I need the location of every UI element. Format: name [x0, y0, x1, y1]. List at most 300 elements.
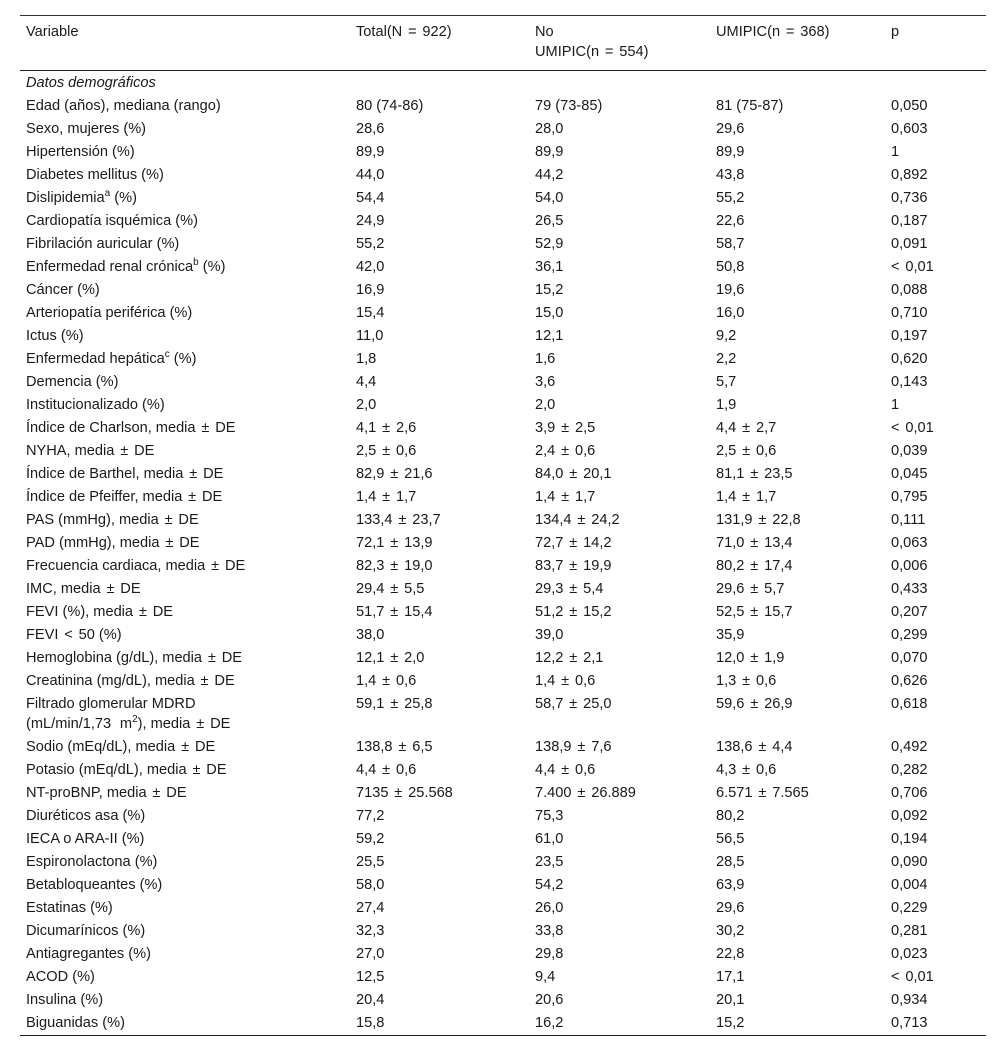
- header-no-umipic-line2: UMIPIC(n = 554): [535, 44, 649, 60]
- cell-total: 51,7 ± 15,4: [356, 604, 433, 620]
- cell-no: 2,4 ± 0,6: [535, 443, 596, 459]
- cell-total: 27,4: [356, 900, 385, 916]
- cell-p: 0,092: [891, 808, 928, 824]
- row-label: [20, 348, 350, 371]
- table-row: [20, 463, 986, 486]
- row-label: [20, 394, 350, 417]
- row-label: [20, 943, 350, 966]
- cell-umipic: 50,8: [716, 259, 745, 275]
- row-label: [20, 532, 350, 555]
- cell-total: 42,0: [356, 259, 385, 275]
- cell-umipic: 19,6: [716, 282, 745, 298]
- cell-umipic: 9,2: [716, 328, 737, 344]
- table-row: [20, 647, 986, 670]
- table-row: [20, 394, 986, 417]
- cell-no: 36,1: [535, 259, 564, 275]
- cell-p: 0,111: [891, 512, 926, 528]
- row-label-line2-pre: (mL/min/1,73 m: [26, 716, 133, 732]
- table-row: [20, 187, 986, 210]
- table-row: [20, 601, 986, 624]
- cell-p: 0,492: [891, 739, 928, 755]
- cell-total: 2,5 ± 0,6: [356, 443, 417, 459]
- row-label-text: Fibrilación auricular (%): [26, 236, 180, 252]
- cell-p: 0,187: [891, 213, 928, 229]
- row-label-suffix: (%): [169, 351, 197, 367]
- header-total: Total(N = 922): [356, 24, 452, 40]
- row-label: [20, 874, 350, 897]
- row-label: [20, 210, 350, 233]
- row-label-text: Hipertensión (%): [26, 144, 135, 160]
- cell-no: 134,4 ± 24,2: [535, 512, 620, 528]
- cell-p: 0,090: [891, 854, 928, 870]
- cell-umipic: 1,9: [716, 397, 737, 413]
- cell-umipic: 56,5: [716, 831, 745, 847]
- row-label-text: Diuréticos asa (%): [26, 808, 146, 824]
- cell-p: 0,194: [891, 831, 928, 847]
- table-row: [20, 95, 986, 118]
- row-label: [20, 279, 350, 302]
- cell-total: 27,0: [356, 946, 385, 962]
- row-label-line2-post: ), media ± DE: [137, 716, 231, 732]
- cell-umipic: 4,3 ± 0,6: [716, 762, 777, 778]
- cell-total: 138,8 ± 6,5: [356, 739, 433, 755]
- row-label-text: Ictus (%): [26, 328, 84, 344]
- cell-total: 1,4 ± 0,6: [356, 673, 417, 689]
- cell-no: 58,7 ± 25,0: [535, 696, 612, 712]
- cell-no: 15,2: [535, 282, 564, 298]
- cell-p: 1: [891, 144, 900, 160]
- cell-no: 84,0 ± 20,1: [535, 466, 612, 482]
- header-no-umipic: [529, 16, 710, 71]
- row-label-text: Índice de Barthel, media ± DE: [26, 466, 224, 482]
- cell-umipic: 17,1: [716, 969, 745, 985]
- table-row: [20, 989, 986, 1012]
- row-label-text: Dislipidemia: [26, 190, 105, 206]
- row-label-suffix: (%): [198, 259, 226, 275]
- row-label-suffix: (%): [110, 190, 137, 206]
- row-label-text: Cardiopatía isquémica (%): [26, 213, 198, 229]
- table-container: [20, 15, 986, 1036]
- cell-total: 59,1 ± 25,8: [356, 696, 433, 712]
- row-label-text: Sexo, mujeres (%): [26, 121, 147, 137]
- row-label: [20, 256, 350, 279]
- cell-p: < 0,01: [891, 969, 934, 985]
- table-row: [20, 555, 986, 578]
- cell-p: 0,045: [891, 466, 928, 482]
- cell-no: 44,2: [535, 167, 564, 183]
- cell-total: 59,2: [356, 831, 385, 847]
- cell-no: 3,6: [535, 374, 556, 390]
- cell-total: 28,6: [356, 121, 385, 137]
- cell-total: 1,8: [356, 351, 377, 367]
- cell-p: 0,795: [891, 489, 928, 505]
- cell-total: 7135 ± 25.568: [356, 785, 453, 801]
- cell-total: 15,4: [356, 305, 385, 321]
- cell-umipic: 59,6 ± 26,9: [716, 696, 793, 712]
- cell-umipic: 138,6 ± 4,4: [716, 739, 793, 755]
- cell-no: 26,0: [535, 900, 564, 916]
- row-label-text: IMC, media ± DE: [26, 581, 141, 597]
- cell-p: 0,091: [891, 236, 928, 252]
- table-row: [20, 805, 986, 828]
- cell-p: 0,070: [891, 650, 928, 666]
- cell-total: 38,0: [356, 627, 385, 643]
- header-row: [20, 16, 986, 71]
- footnote-marker: b: [193, 257, 199, 269]
- cell-umipic: 71,0 ± 13,4: [716, 535, 793, 551]
- row-label-text: Diabetes mellitus (%): [26, 167, 164, 183]
- row-label: [20, 897, 350, 920]
- cell-no: 54,2: [535, 877, 564, 893]
- cell-total: 11,0: [356, 328, 384, 344]
- cell-umipic: 43,8: [716, 167, 745, 183]
- table-row: [20, 966, 986, 989]
- table-row: [20, 920, 986, 943]
- row-label: [20, 141, 350, 164]
- row-label-text: Dicumarínicos (%): [26, 923, 146, 939]
- section-row: [20, 71, 986, 96]
- row-label-text: Betabloqueantes (%): [26, 877, 163, 893]
- table-row: [20, 874, 986, 897]
- row-label: [20, 759, 350, 782]
- row-label-text: Estatinas (%): [26, 900, 113, 916]
- cell-p: 0,934: [891, 992, 928, 1008]
- row-label-text: Enfermedad hepática: [26, 351, 165, 367]
- table-header: [20, 16, 986, 71]
- table-row: [20, 164, 986, 187]
- row-label-text: Enfermedad renal crónica: [26, 259, 194, 275]
- cell-p: 0,088: [891, 282, 928, 298]
- cell-total: 82,9 ± 21,6: [356, 466, 433, 482]
- header-p: p: [891, 24, 900, 40]
- row-label: [20, 989, 350, 1012]
- cell-no: 23,5: [535, 854, 564, 870]
- cell-total: 29,4 ± 5,5: [356, 581, 425, 597]
- cell-p: 0,710: [891, 305, 928, 321]
- row-label-text: FEVI (%), media ± DE: [26, 604, 174, 620]
- cell-total: 15,8: [356, 1015, 385, 1031]
- cell-p: 0,281: [891, 923, 928, 939]
- cell-total: 55,2: [356, 236, 385, 252]
- row-label-text: Insulina (%): [26, 992, 104, 1008]
- cell-no: 61,0: [535, 831, 564, 847]
- cell-umipic: 35,9: [716, 627, 745, 643]
- row-label: [20, 417, 350, 440]
- row-label: [20, 851, 350, 874]
- cell-p: 0,299: [891, 627, 928, 643]
- table-row: [20, 348, 986, 371]
- cell-total: 4,4 ± 0,6: [356, 762, 417, 778]
- cell-p: 0,143: [891, 374, 928, 390]
- row-label: [20, 693, 350, 736]
- row-label-text: PAD (mmHg), media ± DE: [26, 535, 200, 551]
- table-row: [20, 440, 986, 463]
- table-row: [20, 782, 986, 805]
- cell-umipic: 12,0 ± 1,9: [716, 650, 785, 666]
- header-variable: Variable: [26, 24, 79, 40]
- table-row: [20, 736, 986, 759]
- cell-p: 1: [891, 397, 900, 413]
- cell-no: 16,2: [535, 1015, 564, 1031]
- cell-umipic: 1,4 ± 1,7: [716, 489, 777, 505]
- row-label-line2-sup: 2: [132, 714, 138, 726]
- row-label: [20, 736, 350, 759]
- cell-umipic: 55,2: [716, 190, 745, 206]
- row-label-text: PAS (mmHg), media ± DE: [26, 512, 199, 528]
- cell-total: 80 (74-86): [356, 98, 424, 114]
- cell-no: 39,0: [535, 627, 564, 643]
- row-label-text: Creatinina (mg/dL), media ± DE: [26, 673, 235, 689]
- cell-total: 20,4: [356, 992, 385, 1008]
- table-row: [20, 897, 986, 920]
- row-label: [20, 578, 350, 601]
- row-label-text: Filtrado glomerular MDRD: [26, 696, 196, 712]
- table-row: [20, 118, 986, 141]
- header-no-umipic-line1: No: [535, 24, 554, 40]
- row-label: [20, 670, 350, 693]
- cell-total: 2,0: [356, 397, 377, 413]
- table-row: [20, 532, 986, 555]
- row-label-text: Antiagregantes (%): [26, 946, 151, 962]
- cell-total: 12,1 ± 2,0: [356, 650, 425, 666]
- footnote-marker: c: [164, 349, 170, 361]
- cell-umipic: 89,9: [716, 144, 745, 160]
- row-label: [20, 233, 350, 256]
- cell-umipic: 80,2: [716, 808, 745, 824]
- cell-p: 0,004: [891, 877, 928, 893]
- table-row: [20, 302, 986, 325]
- row-label: [20, 509, 350, 532]
- row-label-text: Sodio (mEq/dL), media ± DE: [26, 739, 216, 755]
- row-label-text: Índice de Pfeiffer, media ± DE: [26, 489, 223, 505]
- cell-no: 54,0: [535, 190, 564, 206]
- row-label: [20, 325, 350, 348]
- header-umipic: UMIPIC(n = 368): [716, 24, 830, 40]
- cell-total: 77,2: [356, 808, 385, 824]
- cell-no: 26,5: [535, 213, 564, 229]
- cell-umipic: 63,9: [716, 877, 745, 893]
- table-row: [20, 141, 986, 164]
- cell-p: 0,618: [891, 696, 928, 712]
- cell-no: 1,4 ± 1,7: [535, 489, 596, 505]
- section-title: Datos demográficos: [26, 75, 156, 91]
- cell-p: 0,282: [891, 762, 928, 778]
- table-row: [20, 578, 986, 601]
- cell-umipic: 81,1 ± 23,5: [716, 466, 793, 482]
- row-label-text: NT-proBNP, media ± DE: [26, 785, 187, 801]
- row-label: [20, 782, 350, 805]
- cell-no: 2,0: [535, 397, 556, 413]
- row-label-text: Cáncer (%): [26, 282, 100, 298]
- row-label: [20, 187, 350, 210]
- row-label: [20, 828, 350, 851]
- cell-umipic: 5,7: [716, 374, 737, 390]
- cell-umipic: 29,6 ± 5,7: [716, 581, 785, 597]
- cell-no: 7.400 ± 26.889: [535, 785, 636, 801]
- row-label: [20, 463, 350, 486]
- row-label: [20, 624, 350, 647]
- cell-p: 0,050: [891, 98, 928, 114]
- cell-p: 0,603: [891, 121, 928, 137]
- cell-p: 0,706: [891, 785, 928, 801]
- cell-no: 72,7 ± 14,2: [535, 535, 612, 551]
- row-label-text: Frecuencia cardiaca, media ± DE: [26, 558, 246, 574]
- cell-no: 83,7 ± 19,9: [535, 558, 612, 574]
- row-label-text: Institucionalizado (%): [26, 397, 165, 413]
- cell-no: 20,6: [535, 992, 564, 1008]
- cell-total: 4,1 ± 2,6: [356, 420, 417, 436]
- cell-total: 58,0: [356, 877, 385, 893]
- table-row: [20, 210, 986, 233]
- row-label: [20, 118, 350, 141]
- table-row: [20, 851, 986, 874]
- table-row: [20, 279, 986, 302]
- row-label: [20, 647, 350, 670]
- cell-umipic: 80,2 ± 17,4: [716, 558, 793, 574]
- row-label-text: ACOD (%): [26, 969, 95, 985]
- cell-no: 12,2 ± 2,1: [535, 650, 604, 666]
- cell-no: 75,3: [535, 808, 564, 824]
- cell-p: 0,006: [891, 558, 928, 574]
- cell-p: 0,063: [891, 535, 928, 551]
- cell-p: 0,736: [891, 190, 928, 206]
- table-row: [20, 233, 986, 256]
- table-row: [20, 670, 986, 693]
- cell-no: 138,9 ± 7,6: [535, 739, 612, 755]
- cell-umipic: 22,6: [716, 213, 745, 229]
- cell-p: 0,626: [891, 673, 928, 689]
- cell-umipic: 52,5 ± 15,7: [716, 604, 793, 620]
- row-label: [20, 1012, 350, 1036]
- row-label-text: Índice de Charlson, media ± DE: [26, 420, 236, 436]
- cell-p: 0,197: [891, 328, 928, 344]
- table-row: [20, 624, 986, 647]
- cell-no: 33,8: [535, 923, 564, 939]
- row-label-text: IECA o ARA-II (%): [26, 831, 145, 847]
- cell-p: 0,039: [891, 443, 928, 459]
- table-row: [20, 943, 986, 966]
- cell-umipic: 30,2: [716, 923, 745, 939]
- cell-total: 1,4 ± 1,7: [356, 489, 417, 505]
- cell-p: 0,620: [891, 351, 928, 367]
- table-row: [20, 256, 986, 279]
- cell-umipic: 2,5 ± 0,6: [716, 443, 777, 459]
- row-label-text: Biguanidas (%): [26, 1015, 125, 1031]
- cell-umipic: 29,6: [716, 121, 745, 137]
- cell-total: 89,9: [356, 144, 385, 160]
- cell-total: 133,4 ± 23,7: [356, 512, 441, 528]
- row-label: [20, 805, 350, 828]
- cell-umipic: 2,2: [716, 351, 737, 367]
- cell-total: 72,1 ± 13,9: [356, 535, 433, 551]
- cell-no: 28,0: [535, 121, 564, 137]
- row-label-text: NYHA, media ± DE: [26, 443, 155, 459]
- cell-umipic: 16,0: [716, 305, 745, 321]
- row-label-text: Edad (años), mediana (rango): [26, 98, 221, 114]
- row-label-text: Arteriopatía periférica (%): [26, 305, 193, 321]
- table-row: [20, 1012, 986, 1036]
- row-label-text: FEVI < 50 (%): [26, 627, 122, 643]
- cell-no: 15,0: [535, 305, 564, 321]
- cell-total: 82,3 ± 19,0: [356, 558, 433, 574]
- cell-no: 29,3 ± 5,4: [535, 581, 604, 597]
- table-row: [20, 325, 986, 348]
- cell-total: 4,4: [356, 374, 377, 390]
- cell-p: 0,433: [891, 581, 928, 597]
- cell-no: 12,1: [535, 328, 564, 344]
- cell-total: 16,9: [356, 282, 385, 298]
- table-row: [20, 828, 986, 851]
- row-label: [20, 966, 350, 989]
- cell-umipic: 4,4 ± 2,7: [716, 420, 777, 436]
- table-row: [20, 371, 986, 394]
- cell-total: 44,0: [356, 167, 385, 183]
- row-label: [20, 601, 350, 624]
- table-row: [20, 509, 986, 532]
- cell-umipic: 15,2: [716, 1015, 745, 1031]
- cell-no: 51,2 ± 15,2: [535, 604, 612, 620]
- cell-no: 1,4 ± 0,6: [535, 673, 596, 689]
- cell-p: 0,713: [891, 1015, 928, 1031]
- cell-no: 1,6: [535, 351, 556, 367]
- row-label: [20, 920, 350, 943]
- cell-umipic: 58,7: [716, 236, 745, 252]
- row-label: [20, 371, 350, 394]
- cell-umipic: 1,3 ± 0,6: [716, 673, 777, 689]
- cell-umipic: 131,9 ± 22,8: [716, 512, 801, 528]
- demographics-table: [20, 15, 986, 1036]
- cell-p: 0,207: [891, 604, 928, 620]
- table-row: [20, 759, 986, 782]
- row-label-text: Espironolactona (%): [26, 854, 158, 870]
- row-label: [20, 486, 350, 509]
- row-label: [20, 555, 350, 578]
- cell-umipic: 29,6: [716, 900, 745, 916]
- row-label-text: Potasio (mEq/dL), media ± DE: [26, 762, 227, 778]
- cell-p: < 0,01: [891, 420, 934, 436]
- cell-umipic: 6.571 ± 7.565: [716, 785, 809, 801]
- cell-umipic: 28,5: [716, 854, 745, 870]
- cell-umipic: 22,8: [716, 946, 745, 962]
- row-label: [20, 164, 350, 187]
- cell-umipic: 81 (75-87): [716, 98, 784, 114]
- table-row: [20, 486, 986, 509]
- footnote-marker: a: [104, 188, 111, 200]
- cell-no: 29,8: [535, 946, 564, 962]
- cell-total: 24,9: [356, 213, 385, 229]
- cell-p: < 0,01: [891, 259, 934, 275]
- cell-total: 54,4: [356, 190, 385, 206]
- row-label-text: Demencia (%): [26, 374, 119, 390]
- cell-p: 0,229: [891, 900, 928, 916]
- cell-total: 12,5: [356, 969, 385, 985]
- row-label: [20, 440, 350, 463]
- row-label: [20, 302, 350, 325]
- cell-total: 25,5: [356, 854, 385, 870]
- cell-umipic: 20,1: [716, 992, 745, 1008]
- table-body: [20, 71, 986, 1036]
- table-row: [20, 693, 986, 736]
- cell-p: 0,023: [891, 946, 928, 962]
- cell-total: 32,3: [356, 923, 385, 939]
- cell-no: 89,9: [535, 144, 564, 160]
- row-label-text: Hemoglobina (g/dL), media ± DE: [26, 650, 242, 666]
- cell-no: 52,9: [535, 236, 564, 252]
- cell-no: 3,9 ± 2,5: [535, 420, 596, 436]
- cell-no: 79 (73-85): [535, 98, 603, 114]
- table-row: [20, 417, 986, 440]
- row-label: [20, 95, 350, 118]
